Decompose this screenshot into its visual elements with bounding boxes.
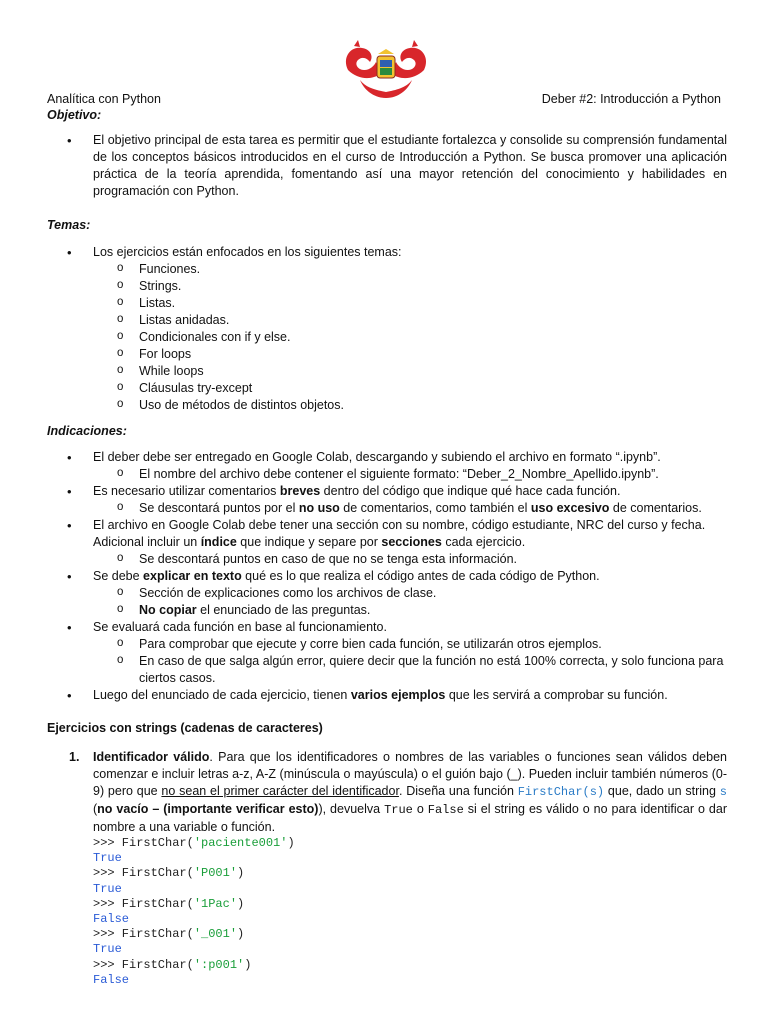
indicacion-item: • El deber debe ser entregado en Google Colab, descargando y subiendo el archivo en formato “.ipynb”.	[47, 449, 727, 466]
text-span: >>> FirstChar(	[93, 866, 194, 881]
text-span: qué es lo que realiza el código antes de cada código de Python.	[241, 569, 600, 583]
indicacion-subitem: o El nombre del archivo debe contener el siguiente formato: “Deber_2_Nombre_Apellido.ipynb”.	[47, 466, 727, 483]
text-span: ':p001'	[193, 957, 245, 972]
exercise-1	[47, 749, 727, 836]
tema-item: o Condicionales con if y else.	[47, 329, 727, 346]
indicacion-item	[47, 568, 727, 585]
indicacion-item	[47, 687, 727, 704]
text-span: que indique y separe por	[236, 535, 382, 549]
text-span: >>> FirstChar(	[93, 896, 194, 911]
text-span: de comentarios.	[609, 501, 702, 515]
text-span: )	[237, 866, 245, 881]
text-span: (	[93, 802, 98, 816]
text-span: >>> FirstChar(	[93, 957, 194, 972]
code-result: False	[93, 972, 130, 987]
text-span: >>> FirstChar(	[93, 836, 194, 850]
code-line	[93, 866, 727, 881]
text-span: )	[237, 927, 245, 942]
text-span: )	[244, 957, 252, 972]
text-span: Luego del enunciado de cada ejercicio, tienen	[93, 688, 351, 702]
section-title-ejercicios: Ejercicios con strings (cadenas de caracteres)	[47, 721, 323, 735]
assignment-title: Deber #2: Introducción a Python	[541, 92, 721, 106]
text-span: False	[427, 803, 464, 817]
text-span: si el string es válido o no para identificar o dar nombre a una variable o función.	[93, 802, 727, 834]
code-line	[93, 897, 727, 912]
text-span: . Diseña una función	[398, 784, 518, 798]
text-span: >>> FirstChar(	[93, 927, 194, 942]
tema-item: o Listas.	[47, 295, 727, 312]
code-result: False	[93, 912, 130, 927]
code-examples	[47, 836, 727, 988]
indicacion-item: • Se evaluará cada función en base al funcionamiento.	[47, 619, 727, 636]
text-span: que, dado un string	[604, 784, 720, 798]
text-span: de comentarios, como también el	[339, 501, 531, 515]
tema-item: o Uso de métodos de distintos objetos.	[47, 397, 727, 414]
tema-item: o Cláusulas try-except	[47, 380, 727, 397]
indicacion-subitem: o Se descontará puntos en caso de que no se tenga esta información.	[47, 551, 727, 568]
indicacion-subitem	[47, 602, 727, 619]
document-body	[47, 107, 727, 988]
tema-item: o Listas anidadas.	[47, 312, 727, 329]
text-span: o	[412, 802, 428, 816]
code-result: True	[93, 881, 122, 896]
code-result: True	[93, 851, 122, 866]
text-span: explicar en texto	[143, 569, 242, 583]
text-span: breves	[279, 484, 321, 498]
text-span: )	[237, 896, 245, 911]
text-span: dentro del código que indique qué hace cada función.	[320, 484, 621, 498]
code-line	[93, 958, 727, 973]
text-span: El archivo en Google Colab debe tener una sección con su nombre, código estudiante, NRC del curso y fecha. Adicional incluir un	[93, 518, 706, 549]
text-span: uso excesivo	[530, 501, 610, 515]
tema-item: o While loops	[47, 363, 727, 380]
text-span: No copiar	[139, 603, 197, 617]
text-span: 'P001'	[193, 866, 238, 881]
indicacion-item	[47, 483, 727, 500]
tema-item: o For loops	[47, 346, 727, 363]
text-span: no sean el primer carácter del identificador	[161, 784, 399, 798]
code-result: True	[93, 942, 122, 957]
code-line	[93, 836, 727, 851]
dragon-crest-logo	[340, 40, 432, 102]
text-span: ), devuelva	[318, 802, 385, 816]
text-span: Se debe	[93, 569, 144, 583]
indicacion-subitem: o En caso de que salga algún error, quiere decir que la función no está 100% correcta, y solo funciona para ciertos casos.	[47, 653, 727, 687]
course-title: Analítica con Python	[47, 92, 161, 106]
function-name: FirstChar(s)	[517, 785, 605, 799]
text-span: no vacío – (importante verificar esto)	[97, 802, 319, 816]
text-span: que les servirá a comprobar su función.	[445, 688, 668, 702]
text-span: Se descontará puntos por el	[139, 501, 299, 515]
indicacion-item	[47, 517, 727, 551]
code-line	[93, 927, 727, 942]
text-span: no uso	[298, 501, 340, 515]
section-title-indicaciones: Indicaciones:	[47, 424, 127, 438]
exercise-name: Identificador válido	[93, 750, 210, 764]
text-span: secciones	[381, 535, 442, 549]
section-title-temas: Temas:	[47, 218, 91, 232]
indicacion-subitem	[47, 500, 727, 517]
text-span: )	[287, 836, 295, 850]
text-span: True	[384, 803, 413, 817]
text-span: '_001'	[193, 927, 238, 942]
text-span: cada ejercicio.	[441, 535, 526, 549]
tema-item: o Strings.	[47, 278, 727, 295]
exercise-number: 1.	[69, 750, 80, 764]
text-span: 'paciente001'	[193, 836, 288, 850]
text-span: el enunciado de las preguntas.	[196, 603, 371, 617]
text-span: s	[719, 785, 727, 799]
section-title-objetivo: Objetivo:	[47, 108, 102, 122]
temas-intro: • Los ejercicios están enfocados en los siguientes temas:	[47, 244, 727, 261]
text-span: . Para que los identificadores o nombres de las variables o funciones sean válidos deben comenzar e incluir letras a-z, A-Z (minúscula o mayúscula) o el guión bajo (_). Pueden incluir también números (0-9) pero que	[93, 750, 727, 798]
indicacion-subitem: o Para comprobar que ejecute y corre bien cada función, se utilizarán otros ejemplos.	[47, 636, 727, 653]
text-span: varios ejemplos	[350, 688, 446, 702]
text-span: índice	[200, 535, 237, 549]
objetivo-text: • El objetivo principal de esta tarea es permitir que el estudiante fortalezca y consolide su comprensión fundamental de los conceptos básicos introducidos en el curso de Introducción a Python. Se busca promover una aplicación práctica de la teoría aprendida, fomentando así una mayor retención del conocimiento y habilidades en programación con Python.	[47, 132, 727, 200]
indicacion-subitem: o Sección de explicaciones como los archivos de clase.	[47, 585, 727, 602]
text-span: '1Pac'	[193, 896, 238, 911]
tema-item: o Funciones.	[47, 261, 727, 278]
text-span: Es necesario utilizar comentarios	[93, 484, 280, 498]
